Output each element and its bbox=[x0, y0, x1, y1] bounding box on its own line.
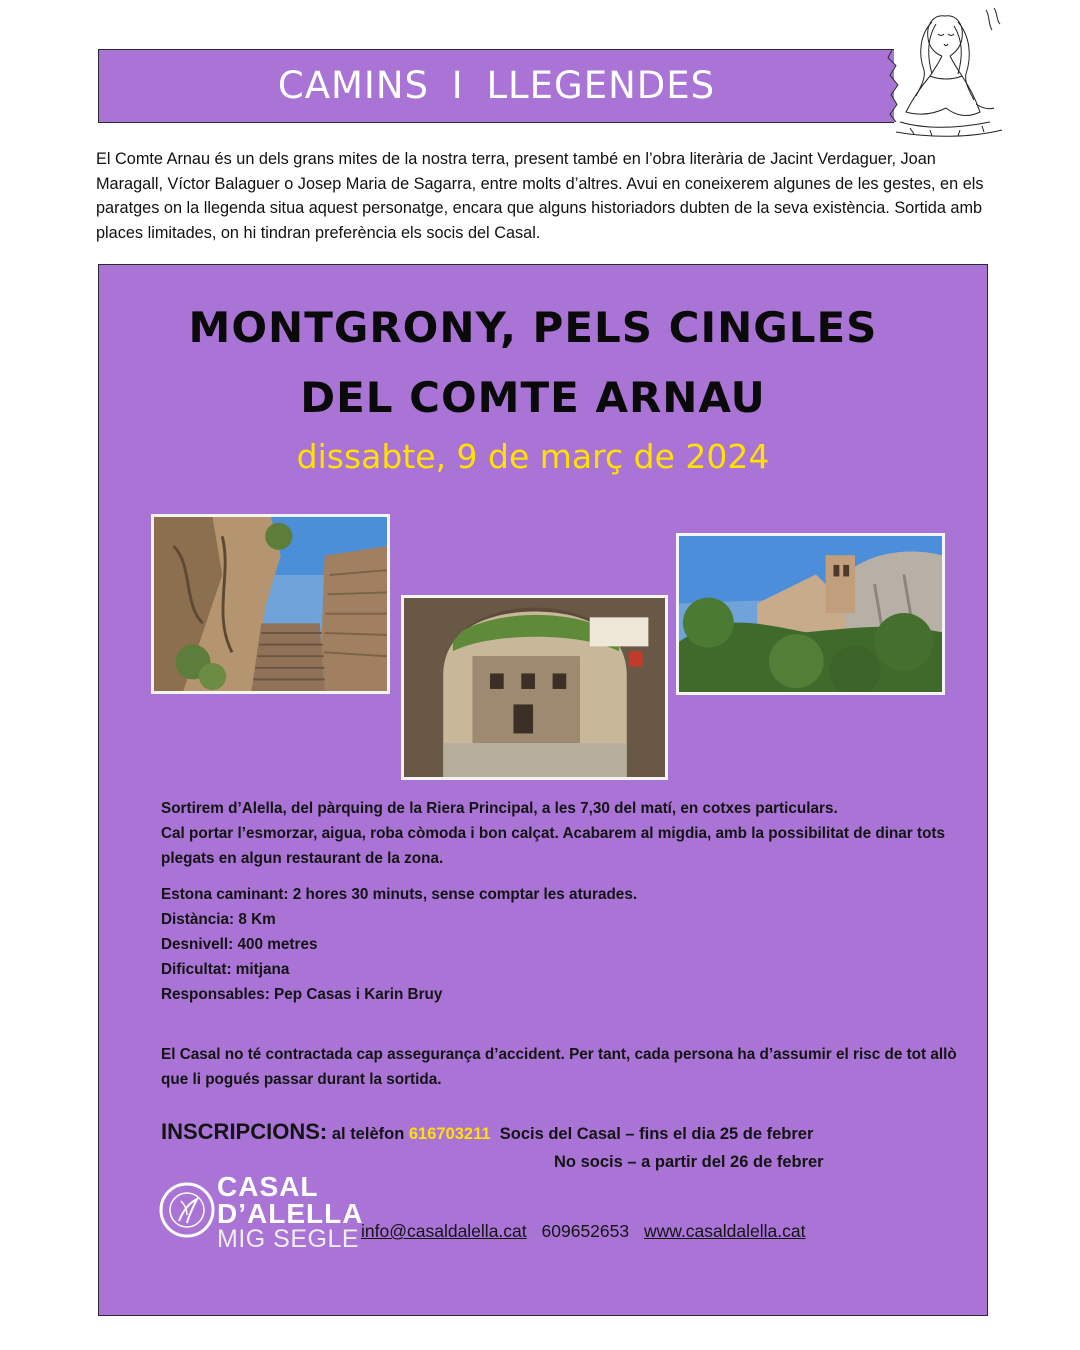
logo-line3: MIG SEGLE bbox=[217, 1225, 360, 1253]
registration-line bbox=[161, 1119, 813, 1145]
contact-line bbox=[361, 1221, 805, 1242]
difficulty: Dificultat: mitjana bbox=[161, 961, 290, 978]
contact-phone: 609652653 bbox=[541, 1221, 630, 1241]
photo-cliff-stairs bbox=[151, 514, 390, 694]
walking-time: Estona caminant: 2 hores 30 minuts, sense comptar les aturades. bbox=[161, 886, 638, 903]
event-title-line1: MONTGRONY, PELS CINGLES bbox=[188, 303, 878, 352]
leaders: Responsables: Pep Casas i Karin Bruy bbox=[161, 986, 443, 1003]
casal-logo bbox=[159, 1171, 364, 1253]
members-deadline: Socis del Casal – fins el dia 25 de febrer bbox=[499, 1125, 814, 1143]
photo-stone-arch bbox=[401, 595, 668, 780]
logo-line1: CASAL bbox=[217, 1171, 319, 1202]
figure-sketch-illustration bbox=[890, 4, 1008, 144]
logo-line2: D’ALELLA bbox=[217, 1198, 364, 1229]
intro-paragraph: El Comte Arnau és un dels grans mites de la nostra terra, present també en l’obra literària de Jacint Verdaguer, Joan Maragall, Víctor Balaguer o Josep Maria de Sagarra, entre molts d’altres. Avui en coneixerem algunes de les gestes, en els paratges on la llegenda situa aquest personatge, encara que alguns historiadors dubten de la seva existència. Sortida amb places limitades, on hi tindran preferència els socis del Casal. bbox=[96, 150, 984, 242]
photo-church bbox=[676, 533, 945, 695]
event-title-line2: DEL COMTE ARNAU bbox=[300, 373, 766, 422]
meeting-info bbox=[161, 796, 961, 871]
registration-label: INSCRIPCIONS: bbox=[161, 1119, 328, 1144]
distance: Distància: 8 Km bbox=[161, 911, 276, 928]
meeting-line1: Sortirem d’Alella, del pàrquing de la Riera Principal, a les 7,30 del matí, en cotxes particulars. bbox=[161, 800, 838, 817]
insurance-notice: El Casal no té contractada cap assegurança d’accident. Per tant, cada persona ha d’assumir el risc de tot allò que li pogués passar durant la sortida. bbox=[161, 1046, 957, 1088]
header-banner bbox=[98, 49, 894, 123]
elevation: Desnivell: 400 metres bbox=[161, 936, 318, 953]
meeting-line2: Cal portar l’esmorzar, aigua, roba còmoda i bon calçat. Acabarem al migdia, amb la possibilitat de dinar tots plegats en algun restaurant de la zona. bbox=[161, 825, 946, 867]
event-panel bbox=[98, 264, 988, 1316]
route-details bbox=[161, 882, 961, 1007]
casal-seal-icon bbox=[159, 1175, 215, 1245]
series-title: CAMINS I LLEGENDES bbox=[277, 64, 716, 107]
website-link[interactable]: www.casaldalella.cat bbox=[644, 1221, 806, 1241]
email-link[interactable]: info@casaldalella.cat bbox=[361, 1221, 527, 1241]
registration-phone[interactable]: 616703211 bbox=[408, 1125, 491, 1143]
phone-prefix: al telèfon bbox=[331, 1125, 405, 1143]
event-date: dissabte, 9 de març de 2024 bbox=[296, 437, 770, 476]
non-members-deadline: No socis – a partir del 26 de febrer bbox=[554, 1153, 824, 1171]
